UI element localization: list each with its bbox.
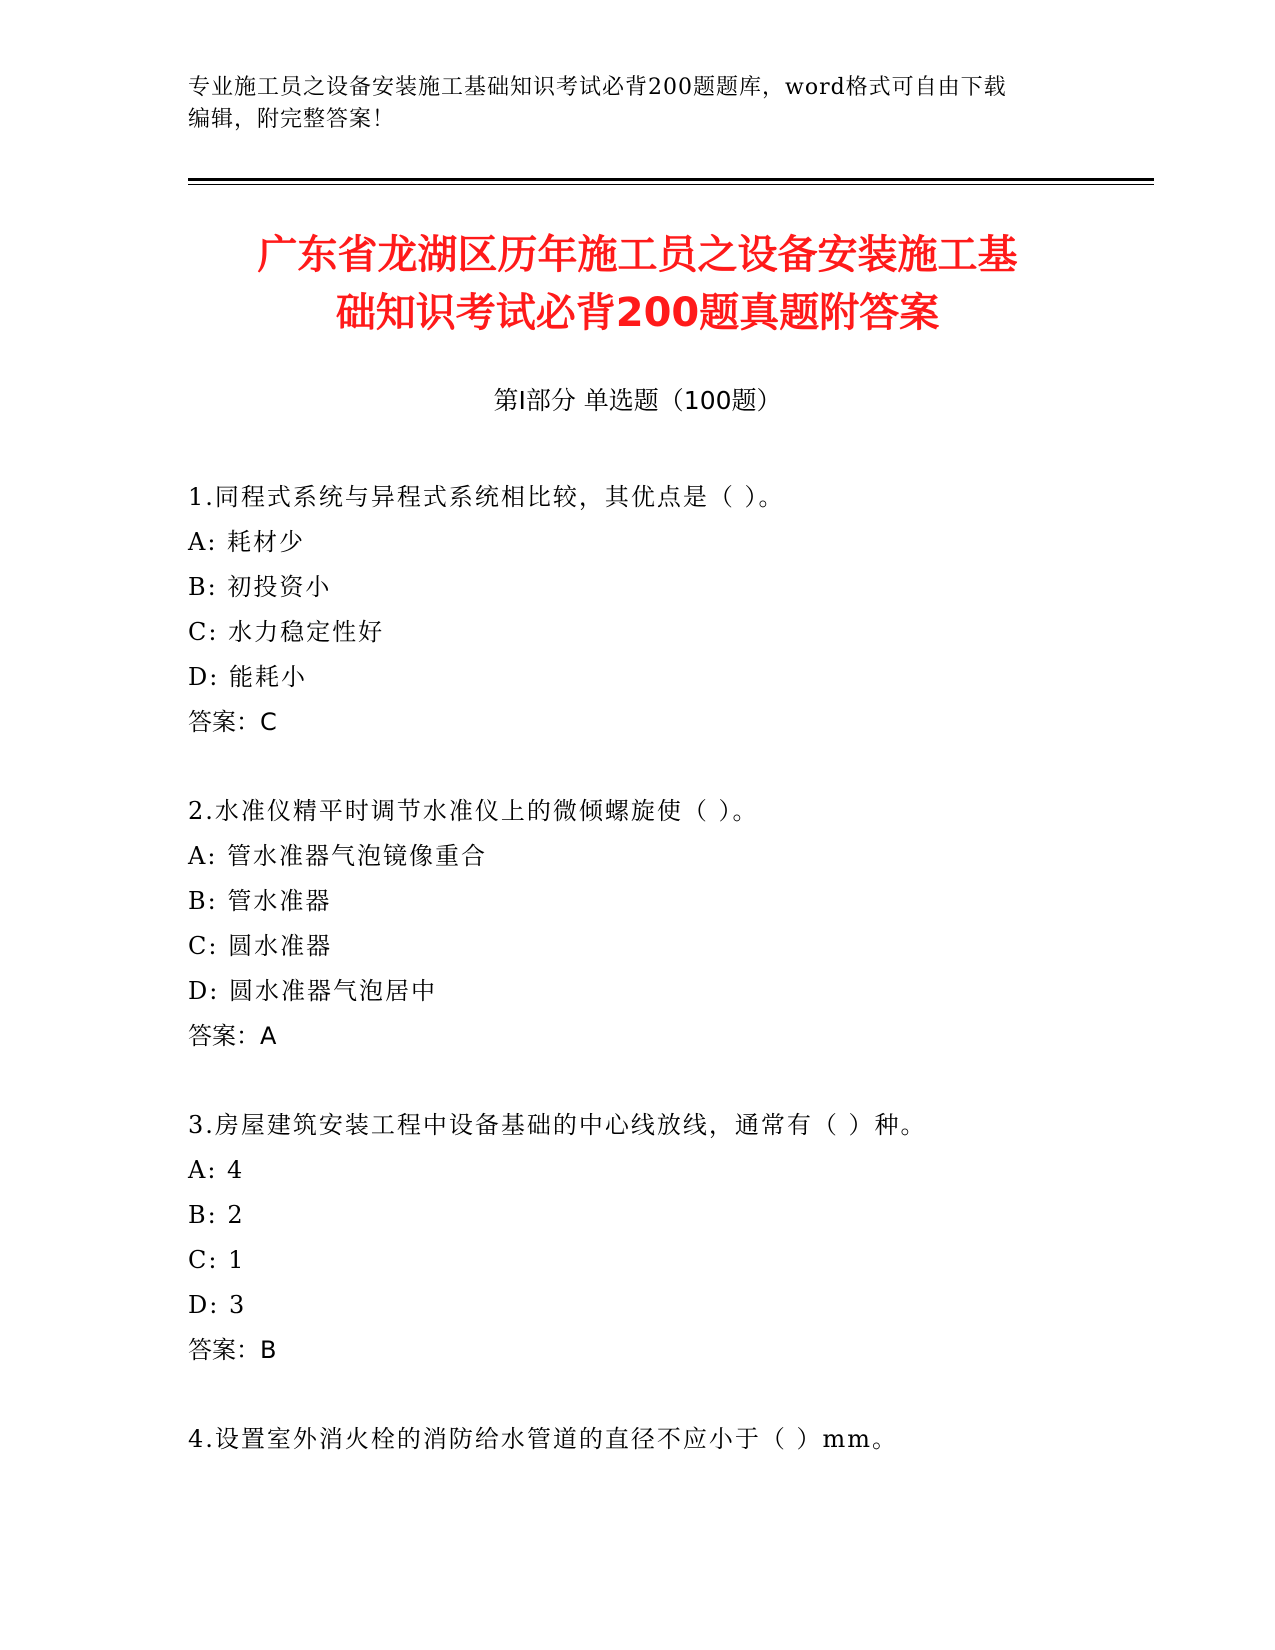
header-note bbox=[188, 72, 1088, 136]
header-divider-thick bbox=[188, 178, 1154, 181]
answer: 答案：C bbox=[188, 708, 277, 736]
question-1 bbox=[188, 475, 1148, 745]
option-d: D: 3 bbox=[188, 1291, 247, 1319]
option-a: A: 耗材少 bbox=[188, 528, 306, 556]
answer: 答案：A bbox=[188, 1022, 277, 1050]
header-note-line-1: 专业施工员之设备安装施工基础知识考试必背200题题库，word格式可自由下载 bbox=[188, 75, 1007, 100]
question-stem: 2.水准仪精平时调节水准仪上的微倾螺旋使（ ）。 bbox=[188, 797, 759, 825]
option-b: B: 初投资小 bbox=[188, 573, 332, 601]
option-c: C: 1 bbox=[188, 1246, 246, 1274]
option-b: B: 管水准器 bbox=[188, 887, 332, 915]
option-a: A: 4 bbox=[188, 1156, 245, 1184]
document-title bbox=[150, 226, 1125, 342]
header-note-line-2: 编辑，附完整答案！ bbox=[188, 107, 396, 132]
header-divider-thin bbox=[188, 184, 1154, 185]
option-c: C: 圆水准器 bbox=[188, 932, 333, 960]
question-4 bbox=[188, 1417, 1148, 1462]
question-list bbox=[188, 475, 1148, 1506]
option-b: B: 2 bbox=[188, 1201, 245, 1229]
question-stem: 1.同程式系统与异程式系统相比较，其优点是（ ）。 bbox=[188, 483, 785, 511]
question-3 bbox=[188, 1103, 1148, 1373]
option-a: A: 管水准器气泡镜像重合 bbox=[188, 842, 488, 870]
section-title: 第I部分 单选题（100题） bbox=[493, 386, 782, 415]
option-d: D: 能耗小 bbox=[188, 663, 307, 691]
answer: 答案：B bbox=[188, 1336, 277, 1364]
document-title-line-1: 广东省龙湖区历年施工员之设备安装施工基 bbox=[257, 232, 1018, 278]
option-c: C: 水力稳定性好 bbox=[188, 618, 385, 646]
option-d: D: 圆水准器气泡居中 bbox=[188, 977, 437, 1005]
question-stem: 4.设置室外消火栓的消防给水管道的直径不应小于（ ）mm。 bbox=[188, 1425, 899, 1453]
question-stem: 3.房屋建筑安装工程中设备基础的中心线放线，通常有（ ）种。 bbox=[188, 1111, 927, 1139]
document-title-line-2: 础知识考试必背200题真题附答案 bbox=[335, 290, 940, 336]
question-2 bbox=[188, 789, 1148, 1059]
